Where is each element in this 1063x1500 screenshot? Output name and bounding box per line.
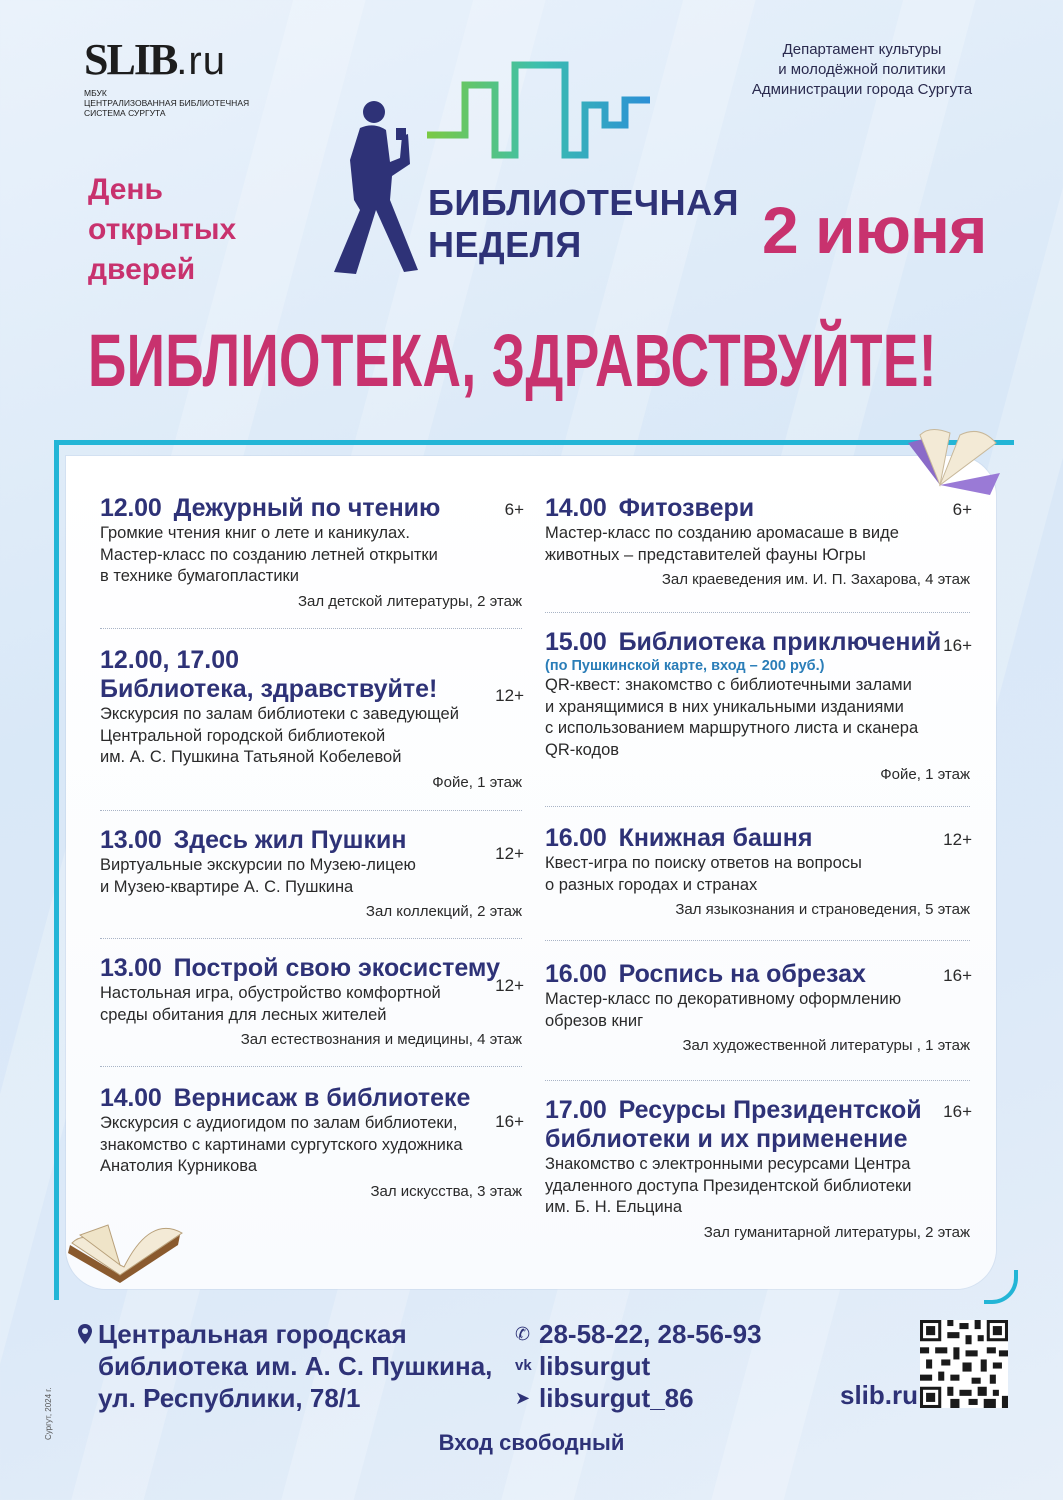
divider (100, 1066, 522, 1067)
description-line: животных – представителей фауны Югры (545, 545, 866, 564)
event-description (100, 855, 522, 898)
vk-handle: libsurgut (539, 1351, 651, 1381)
age-rating: 12+ (495, 844, 524, 863)
event-title: Библиотека, здравствуйте! (100, 675, 438, 703)
library-address (78, 1318, 492, 1414)
left-column (100, 0, 522, 1300)
age-rating: 16+ (943, 966, 972, 985)
telegram-link[interactable] (515, 1382, 762, 1414)
description-line: и хранящимися в них уникальными изданиями (545, 697, 904, 716)
description-line: QR-кодов (545, 740, 620, 759)
event-time: 13.00 (100, 826, 162, 854)
department-line: и молодёжной политики (778, 61, 946, 78)
location-pin-icon (78, 1324, 92, 1344)
description-line: им. А. С. Пушкина Татьяной Кобелевой (100, 748, 402, 766)
event-time: 16.00 (545, 960, 607, 988)
divider (545, 940, 970, 941)
age-rating: 16+ (943, 636, 972, 655)
event-title: Здесь жил Пушкин (173, 826, 407, 854)
description-line: Мастер-класс по созданию аромасаше в виде (545, 524, 899, 542)
age-rating: 6+ (504, 500, 524, 519)
department-line: Администрации города Сургута (751, 81, 973, 98)
event-time: 17.00 (545, 1096, 607, 1124)
divider (100, 938, 522, 939)
description-line: Экскурсия по залам библиотеки с заведующей (100, 705, 459, 723)
event-description (545, 523, 970, 566)
address-line: Центральная городская (98, 1319, 407, 1349)
event-location: Зал языкознания и страноведения, 5 этаж (675, 901, 970, 918)
description-line: Настольная игра, обустройство комфортной (100, 984, 441, 1002)
description-line: Громкие чтения книг о лете и каникулах. (100, 524, 411, 542)
event-date: 2 июня (762, 193, 987, 267)
event-description (100, 523, 522, 588)
event-location: Фойе, 1 этаж (432, 773, 522, 791)
address-line: ул. Республики, 78/1 (98, 1383, 361, 1413)
event-description (100, 983, 522, 1026)
event-location: Зал детской литературы, 2 этаж (297, 592, 522, 610)
event-title: Дежурный по чтению (173, 494, 441, 522)
event-card (545, 824, 970, 920)
event-time: 14.00 (545, 494, 607, 522)
event-title: Построй свою экосистему (173, 954, 500, 982)
event-location: Зал искусства, 3 этаж (370, 1182, 522, 1200)
divider (545, 612, 970, 613)
age-rating: 12+ (943, 830, 972, 849)
vk-link[interactable] (515, 1350, 762, 1382)
divider (100, 810, 522, 811)
description-line: им. Б. Н. Ельцина (545, 1198, 682, 1216)
website-link[interactable]: slib.ru (840, 1380, 919, 1410)
logo-subtitle: МБУК (84, 88, 107, 98)
age-rating: 12+ (495, 686, 524, 705)
event-title: Книжная башня (618, 824, 813, 852)
divider (545, 1080, 970, 1081)
event-card (100, 646, 522, 793)
event-description (545, 675, 970, 761)
description-line: Экскурсия с аудиогидом по залам библиотеки, (100, 1114, 458, 1132)
event-time: 14.00 (100, 1084, 162, 1112)
address-line: библиотека им. А. С. Пушкина, (98, 1351, 493, 1381)
open-day-line: дверей (88, 253, 196, 286)
week-line: НЕДЕЛЯ (428, 224, 582, 265)
event-location: Фойе, 1 этаж (880, 766, 970, 783)
open-day-line: День (88, 173, 163, 206)
description-line: Квест-игра по поиску ответов на вопросы (545, 854, 862, 872)
event-card (545, 960, 970, 1056)
event-title: Роспись на обрезах (618, 960, 866, 988)
event-time: 12.00 (100, 494, 162, 522)
event-description (545, 989, 970, 1032)
description-line: Анатолия Курникова (100, 1157, 257, 1175)
department-line: Департамент культуры (782, 41, 942, 58)
age-rating: 12+ (495, 976, 524, 995)
event-location: Зал естествознания и медицины, 4 этаж (240, 1031, 522, 1048)
event-description (100, 704, 522, 769)
headline: БИБЛИОТЕКА, ЗДРАВСТВУЙТЕ! (88, 319, 937, 402)
side-note: Сургут, 2024 г. (44, 1387, 53, 1440)
event-location: Зал гуманитарной литературы, 2 этаж (703, 1223, 970, 1241)
description-line: Виртуальные экскурсии по Музею-лицею (100, 856, 416, 874)
right-column (545, 0, 970, 1300)
logo-subtitle: ЦЕНТРАЛИЗОВАННАЯ БИБЛИОТЕЧНАЯ (84, 98, 250, 108)
event-time: 13.00 (100, 954, 162, 982)
free-entry: Вход свободный (438, 1430, 625, 1455)
event-card (545, 1096, 970, 1243)
description-line: Мастер-класс по декоративному оформлению (545, 990, 902, 1008)
event-title: Вернисаж в библиотеке (173, 1084, 471, 1112)
description-line: удаленного доступа Президентской библиотеки (545, 1176, 912, 1195)
divider (545, 806, 970, 807)
event-title: Ресурсы Президентской (618, 1096, 922, 1124)
description-line: обрезов книг (545, 1011, 644, 1030)
telegram-handle: libsurgut_86 (539, 1383, 694, 1413)
age-rating: 16+ (943, 1102, 972, 1121)
event-title: Фитозвери (618, 494, 755, 522)
event-description (545, 853, 970, 896)
event-card (100, 1084, 522, 1202)
logo-subtitle: СИСТЕМА СУРГУТА (84, 108, 166, 118)
week-line: БИБЛИОТЕЧНАЯ (428, 182, 740, 223)
phone-icon: ✆ (515, 1324, 531, 1344)
pushkin-card-note: (по Пушкинской карте, вход – 200 руб.) (545, 658, 825, 674)
open-day-line: открытых (88, 213, 237, 246)
phone-contact[interactable] (515, 1318, 762, 1350)
description-line: и Музею-квартире А. С. Пушкина (100, 877, 354, 896)
age-rating: 16+ (495, 1112, 524, 1131)
contacts (515, 1318, 762, 1414)
vk-icon: vk (515, 1357, 532, 1374)
event-card (100, 826, 522, 922)
qr-code-icon[interactable] (920, 1320, 1008, 1408)
phone-numbers: 28-58-22, 28-56-93 (539, 1319, 762, 1349)
age-rating: 6+ (952, 500, 972, 519)
event-title: Библиотека приключений (618, 628, 942, 656)
description-line: Знакомство с электронными ресурсами Центра (545, 1155, 911, 1173)
description-line: о разных городах и странах (545, 875, 758, 894)
description-line: QR-квест: знакомство с библиотечными залами (545, 676, 912, 694)
event-description (100, 1113, 522, 1178)
event-time: 15.00 (545, 628, 607, 656)
event-location: Зал коллекций, 2 этаж (365, 903, 522, 920)
event-location: Зал художественной литературы , 1 этаж (682, 1037, 970, 1054)
divider (100, 628, 522, 629)
telegram-icon: ➤ (515, 1388, 531, 1408)
event-location: Зал краеведения им. И. П. Захарова, 4 этаж (661, 571, 970, 588)
description-line: с использованием маршрутного листа и сканера (545, 719, 919, 737)
description-line: Мастер-класс по созданию летней открытки (100, 545, 438, 564)
event-time: 12.00, 17.00 (100, 646, 240, 674)
description-line: Центральной городской библиотекой (100, 726, 386, 745)
logo-mark: SLIB (84, 35, 177, 84)
event-card (545, 628, 970, 785)
description-line: среды обитания для лесных жителей (100, 1005, 387, 1024)
description-line: знакомство с картинами сургутского художника (100, 1135, 463, 1154)
event-title: библиотеки и их применение (545, 1125, 908, 1153)
event-card (545, 494, 970, 590)
event-time: 16.00 (545, 824, 607, 852)
event-card (100, 494, 522, 612)
event-card (100, 954, 522, 1050)
logo-domain: .ru (176, 39, 226, 83)
description-line: в технике бумагопластики (100, 567, 299, 585)
event-description (545, 1154, 970, 1219)
